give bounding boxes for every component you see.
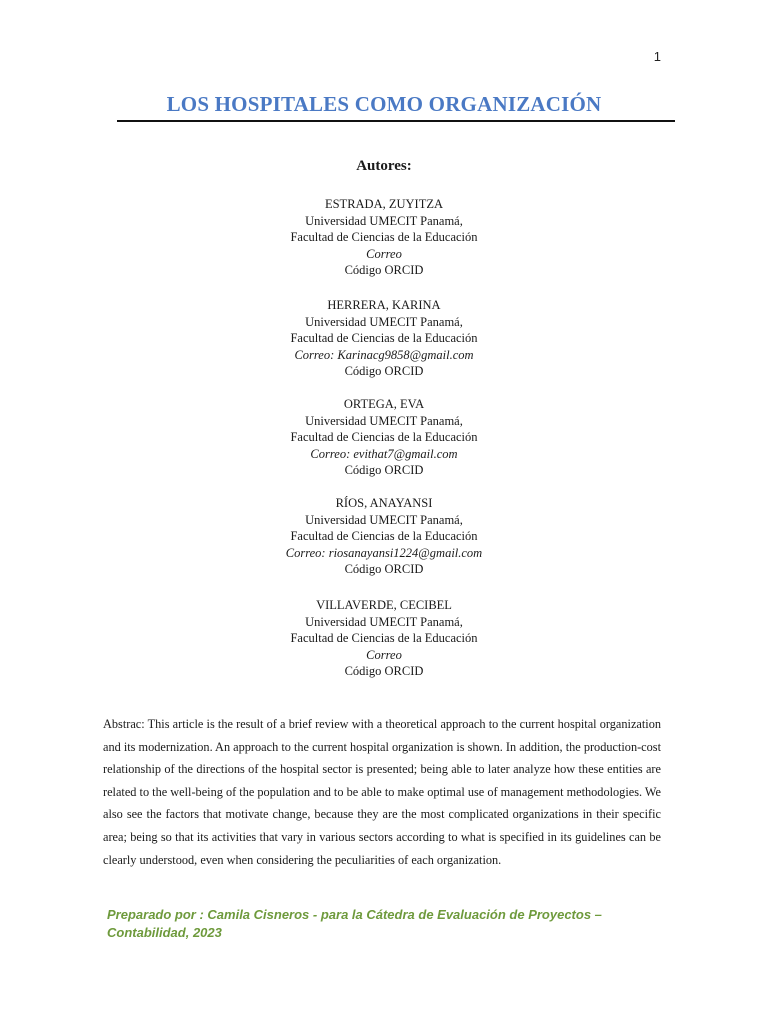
author-orcid: Código ORCID xyxy=(344,364,424,379)
paper-title: LOS HOSPITALES COMO ORGANIZACIÓN xyxy=(166,92,602,116)
title-underline xyxy=(117,120,675,122)
author-email: Correo: Karinacg9858@gmail.com xyxy=(294,347,474,362)
page-number: 1 xyxy=(653,49,661,64)
author-name: VILLAVERDE, CECIBEL xyxy=(316,598,452,612)
author-email: Correo: evithat7@gmail.com xyxy=(310,446,458,461)
author-block-herrera xyxy=(0,297,768,380)
author-name: RÍOS, ANAYANSI xyxy=(335,496,433,510)
abstract-paragraph: Abstrac: This article is the result of a brief review with a theoretical approach to the current hospital organization and its modernization. An approach to the current hospital organization is shown. In addition, the production-cost relationship of the directions of the hospital sector is presented; being able to later analyze how these entities are related to the well-being of the population and to be able to make optimal use of management methodologies. We also see the factors that motivate change, because they are the most complicated organizations in their specific area; being so that its activities that vary in various sectors according to what is specified in its guidelines can be clearly understood, even when considering the peculiarities of each organization. xyxy=(103,717,661,867)
author-block-estrada xyxy=(0,196,768,279)
author-orcid: Código ORCID xyxy=(344,562,424,577)
authors-heading: Autores: xyxy=(356,158,412,174)
author-orcid: Código ORCID xyxy=(344,263,424,278)
author-block-ortega xyxy=(0,396,768,479)
author-faculty: Facultad de Ciencias de la Educación xyxy=(290,331,478,346)
author-faculty: Facultad de Ciencias de la Educación xyxy=(290,631,478,646)
author-email: Correo: riosanayansi1224@gmail.com xyxy=(285,545,483,560)
author-university: Universidad UMECIT Panamá, xyxy=(305,213,463,228)
prepared-by-note: Preparado por : Camila Cisneros - para la Cátedra de Evaluación de Proyectos – Contabilidad, 2023 xyxy=(107,907,602,940)
author-block-villaverde xyxy=(0,597,768,680)
author-name: ORTEGA, EVA xyxy=(343,397,425,411)
author-block-rios xyxy=(0,495,768,578)
author-orcid: Código ORCID xyxy=(344,463,424,478)
author-university: Universidad UMECIT Panamá, xyxy=(305,614,463,629)
author-faculty: Facultad de Ciencias de la Educación xyxy=(290,230,478,245)
author-university: Universidad UMECIT Panamá, xyxy=(305,413,463,428)
author-name: HERRERA, KARINA xyxy=(327,298,441,312)
author-university: Universidad UMECIT Panamá, xyxy=(305,314,463,329)
author-orcid: Código ORCID xyxy=(344,664,424,679)
author-email: Correo xyxy=(366,647,402,662)
author-name: ESTRADA, ZUYITZA xyxy=(324,197,444,211)
author-faculty: Facultad de Ciencias de la Educación xyxy=(290,430,478,445)
author-email: Correo xyxy=(366,246,402,261)
author-university: Universidad UMECIT Panamá, xyxy=(305,512,463,527)
author-faculty: Facultad de Ciencias de la Educación xyxy=(290,529,478,544)
